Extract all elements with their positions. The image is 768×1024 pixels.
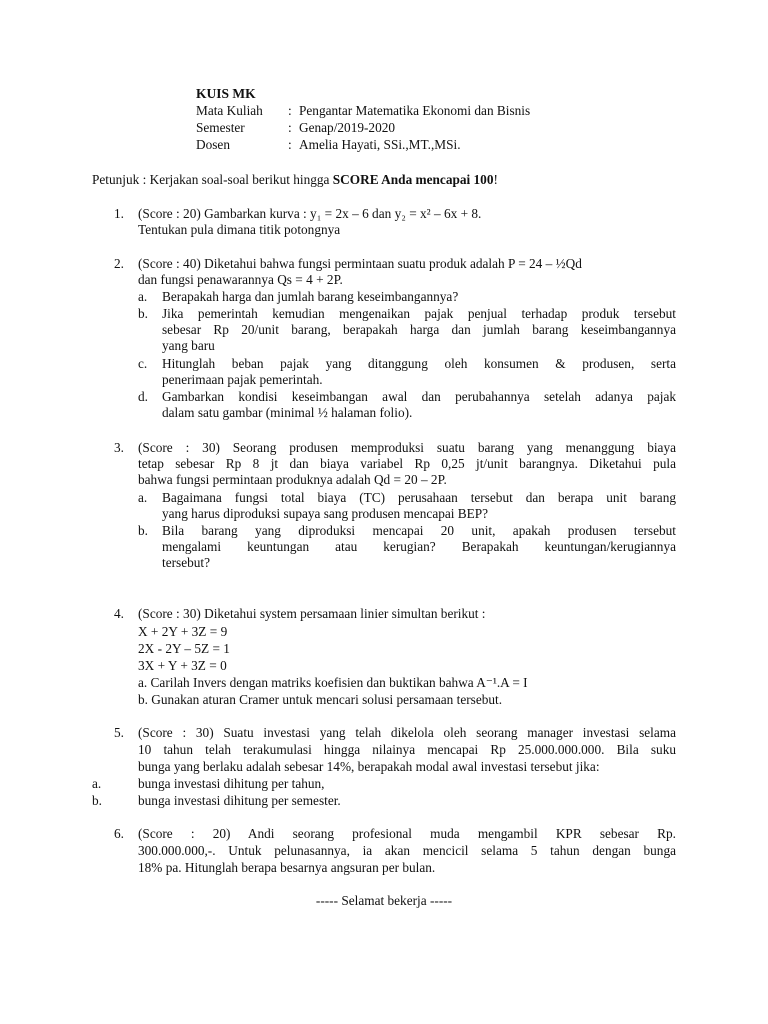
- q2-b-line-2: sebesar Rp 20/unit barang, berapakah harga dan jumlah barang keseimbangannya: [162, 322, 676, 337]
- q3-line-2: tetap sebesar Rp 8 jt dan biaya variabel Rp 0,25 jt/unit barangnya. Diketahui pula: [138, 456, 676, 471]
- q4-equation: 3X + Y + 3Z = 0: [138, 658, 227, 673]
- question-number: 2.: [114, 256, 124, 271]
- header-value-course: Pengantar Matematika Ekonomi dan Bisnis: [299, 103, 531, 118]
- q3-line-3: bahwa fungsi permintaan produknya adalah Qd = 20 – 2P.: [138, 472, 447, 487]
- header-sep: :: [288, 120, 292, 135]
- q2-b-line-1: Jika pemerintah kemudian mengenaikan pajak penjual terhadap produk tersebut: [162, 306, 676, 321]
- q4-equation: 2X - 2Y – 5Z = 1: [138, 641, 230, 656]
- header-value-semester: Genap/2019-2020: [299, 120, 396, 135]
- q6-line-1: (Score : 20) Andi seorang profesional muda mengambil KPR sebesar Rp.: [138, 826, 676, 841]
- question-number: 5.: [114, 725, 124, 740]
- q4-item-b: b. Gunakan aturan Cramer untuk mencari solusi persamaan tersebut.: [138, 692, 503, 707]
- question-number: 6.: [114, 826, 124, 841]
- q5-item-a: bunga investasi dihitung per tahun,: [138, 776, 325, 791]
- q6-line-2: 300.000.000,-. Untuk pelunasannya, ia akan mencicil selama 5 tahun dengan bunga: [138, 843, 676, 858]
- q4-line-1: (Score : 30) Diketahui system persamaan linier simultan berikut :: [138, 606, 486, 621]
- q2-item-label: d.: [138, 389, 148, 404]
- instruction: [92, 172, 498, 188]
- q3-line-1: (Score : 30) Seorang produsen memproduksi suatu barang yang menanggung biaya: [138, 440, 676, 455]
- quiz-title: KUIS MK: [196, 86, 256, 101]
- q4-equation: X + 2Y + 3Z = 9: [138, 624, 228, 639]
- q1-line-2: Tentukan pula dimana titik potongnya: [138, 222, 341, 237]
- q2-item-label: c.: [138, 356, 148, 371]
- q3-a-line-1: Bagaimana fungsi total biaya (TC) perusahaan tersebut dan berapa unit barang: [162, 490, 676, 505]
- instruction-prefix: Petunjuk : Kerjakan soal-soal berikut hingga: [92, 172, 333, 187]
- q3-a-line-2: yang harus diproduksi supaya sang produsen mencapai BEP?: [162, 506, 489, 521]
- q4-item-a: a. Carilah Invers dengan matriks koefisien dan buktikan bahwa A⁻¹.A = I: [138, 675, 528, 690]
- instruction-suffix: !: [493, 172, 498, 187]
- q1-line-1: (Score : 20) Gambarkan kurva : y₁ = 2x – 6 dan y₂ = x² – 6x + 8.: [138, 206, 482, 221]
- q5-item-label: a.: [92, 776, 102, 791]
- q5-item-b: bunga investasi dihitung per semester.: [138, 793, 341, 808]
- q2-c-line-2: penerimaan pajak pemerintah.: [162, 372, 323, 387]
- header-value-lecturer: Amelia Hayati, SSi.,MT.,MSi.: [299, 137, 461, 152]
- header-label-semester: Semester: [196, 120, 245, 135]
- q2-d-line-1: Gambarkan kondisi keseimbangan awal dan perubahannya setelah adanya pajak: [162, 389, 676, 404]
- q2-a-line-1: Berapakah harga dan jumlah barang keseimbangannya?: [162, 289, 459, 304]
- header-sep: :: [288, 103, 292, 118]
- q2-item-label: a.: [138, 289, 148, 304]
- q3-b-line-1: Bila barang yang diproduksi mencapai 20 unit, apakah produsen tersebut: [162, 523, 676, 538]
- question-number: 1.: [114, 206, 124, 221]
- q2-line-2: dan fungsi penawarannya Qs = 4 + 2P.: [138, 272, 343, 287]
- question-number: 3.: [114, 440, 124, 455]
- q2-d-line-2: dalam satu gambar (minimal ½ halaman folio).: [162, 405, 413, 420]
- q2-line-1: (Score : 40) Diketahui bahwa fungsi permintaan suatu produk adalah P = 24 – ½Qd: [138, 256, 582, 271]
- q5-line-2: 10 tahun telah terakumulasi hingga nilainya mencapai Rp 25.000.000.000. Bila suku: [138, 742, 676, 757]
- q3-b-line-2: mengalami keuntungan atau kerugian? Berapakah keuntungan/kerugiannya: [162, 539, 676, 554]
- q2-item-label: b.: [138, 306, 148, 321]
- q2-c-line-1: Hitunglah beban pajak yang ditanggung oleh konsumen & produsen, serta: [162, 356, 676, 371]
- q5-line-3: bunga yang berlaku adalah sebesar 14%, berapakah modal awal investasi tersebut jika:: [138, 759, 600, 774]
- q5-item-label: b.: [92, 793, 102, 808]
- header-label-lecturer: Dosen: [196, 137, 230, 152]
- closing-text: ----- Selamat bekerja -----: [315, 893, 453, 908]
- q3-item-label: a.: [138, 490, 148, 505]
- q2-b-line-3: yang baru: [162, 338, 215, 353]
- question-number: 4.: [114, 606, 124, 621]
- q3-b-line-3: tersebut?: [162, 555, 210, 570]
- q5-line-1: (Score : 30) Suatu investasi yang telah dikelola oleh seorang manager investasi selama: [138, 725, 676, 740]
- instruction-bold: SCORE Anda mencapai 100: [332, 172, 494, 187]
- header-sep: :: [288, 137, 292, 152]
- q3-item-label: b.: [138, 523, 148, 538]
- q6-line-3: 18% pa. Hitunglah berapa besarnya angsuran per bulan.: [138, 860, 436, 875]
- header-label-course: Mata Kuliah: [196, 103, 263, 118]
